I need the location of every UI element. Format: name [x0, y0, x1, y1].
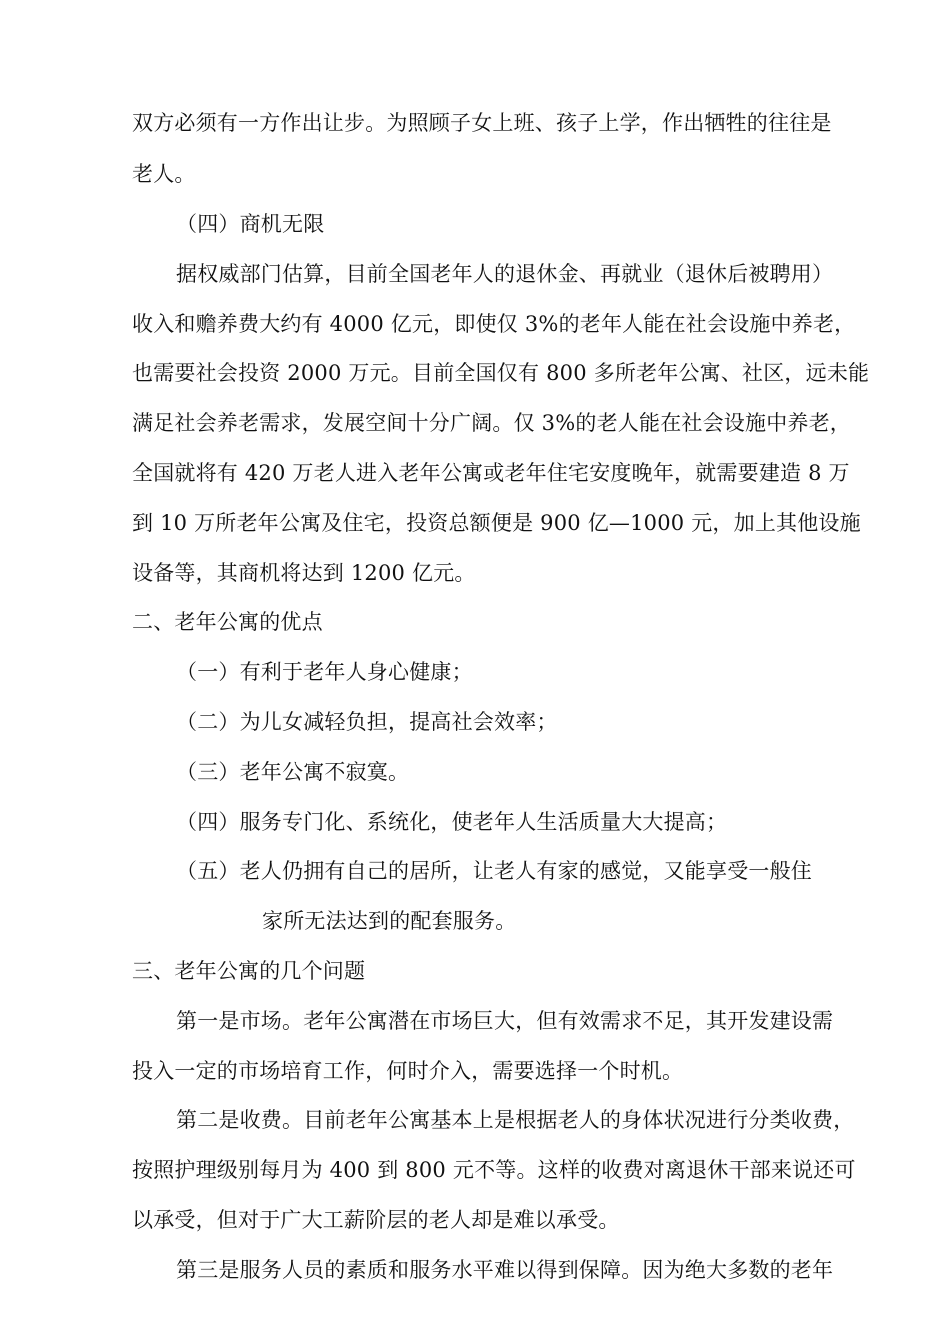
paragraph-line: 投入一定的市场培育工作，何时介入，需要选择一个时机。: [132, 1059, 684, 1083]
paragraph-line: 全国就将有 420 万老人进入老年公寓或老年住宅安度晚年，就需要建造 8 万: [132, 461, 850, 485]
paragraph-line: 第二是收费。目前老年公寓基本上是根据老人的身体状况进行分类收费，: [176, 1108, 855, 1132]
paragraph-line: 按照护理级别每月为 400 到 800 元不等。这样的收费对离退休干部来说还可: [132, 1158, 856, 1182]
paragraph-line: 第三是服务人员的素质和服务水平难以得到保障。因为绝大多数的老年: [176, 1258, 834, 1282]
paragraph-line: 收入和赡养费大约有 4000 亿元，即使仅 3%的老年人能在社会设施中养老，: [132, 312, 856, 336]
subheading: （四）商机无限: [176, 212, 325, 236]
list-item-continuation: 家所无法达到的配套服务。: [262, 909, 517, 933]
paragraph-line: 设备等，其商机将达到 1200 亿元。: [132, 561, 476, 585]
paragraph-line: 也需要社会投资 2000 万元。目前全国仅有 800 多所老年公寓、社区，远未能: [132, 361, 870, 385]
list-item: （三）老年公寓不寂寞。: [176, 760, 410, 784]
paragraph-line: 到 10 万所老年公寓及住宅，投资总额便是 900 亿—1000 元，加上其他设施: [132, 511, 861, 535]
paragraph-line: 以承受，但对于广大工薪阶层的老人却是难以承受。: [132, 1208, 620, 1232]
paragraph-line: 第一是市场。老年公寓潜在市场巨大，但有效需求不足，其开发建设需: [176, 1009, 834, 1033]
list-item: （五）老人仍拥有自己的居所，让老人有家的感觉，又能享受一般住: [176, 859, 812, 883]
section-heading: 二、老年公寓的优点: [132, 610, 323, 634]
paragraph-line: 据权威部门估算，目前全国老年人的退休金、再就业（退休后被聘用）: [176, 262, 834, 286]
section-heading: 三、老年公寓的几个问题: [132, 959, 366, 983]
paragraph-line: 满足社会养老需求，发展空间十分广阔。仅 3%的老人能在社会设施中养老，: [132, 411, 851, 435]
paragraph-line: 双方必须有一方作出让步。为照顾子女上班、孩子上学，作出牺牲的往往是: [132, 111, 832, 135]
list-item: （二）为儿女减轻负担，提高社会效率；: [176, 710, 558, 734]
list-item: （四）服务专门化、系统化，使老年人生活质量大大提高；: [176, 810, 728, 834]
list-item: （一）有利于老年人身心健康；: [176, 660, 473, 684]
paragraph-line: 老人。: [132, 162, 196, 186]
